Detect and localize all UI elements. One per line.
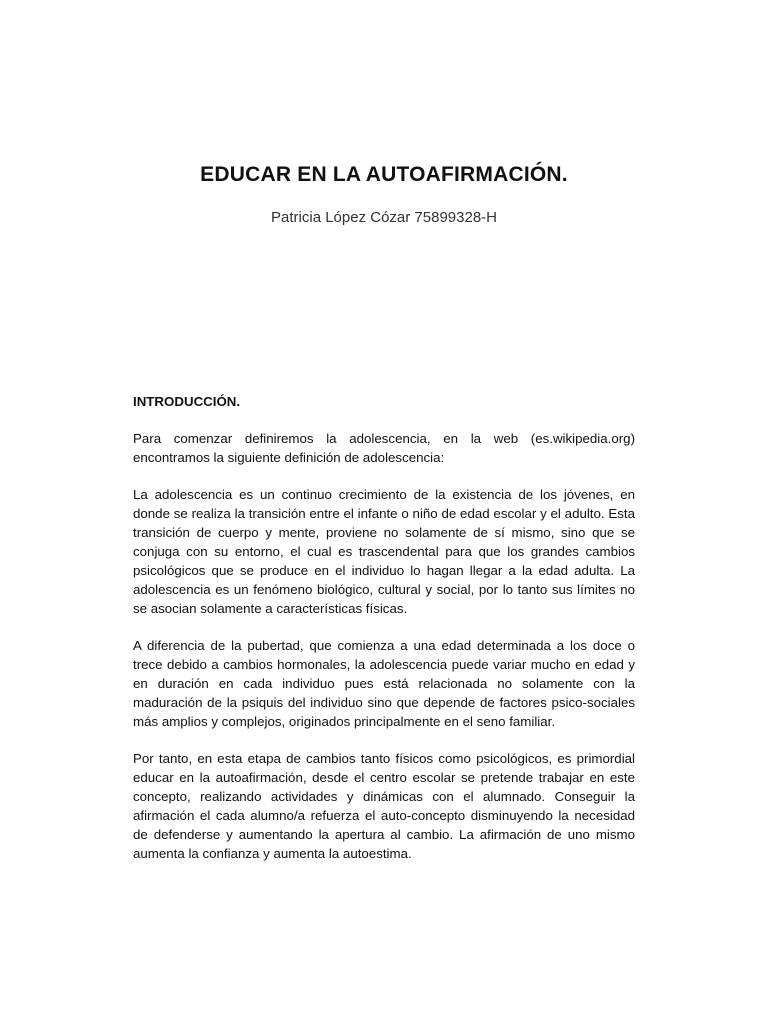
section-heading: INTRODUCCIÓN. bbox=[133, 394, 241, 409]
paragraph-2: La adolescencia es un continuo crecimiento de la existencia de los jóvenes, en donde se realiza la transición entre el infante o niño de edad escolar y el adulto. Esta transición de cuerpo y mente, proviene no solamente de sí mismo, sino que se conjuga con su entorno, el cual es trascendental para que los grandes cambios psicológicos que se produce en el individuo lo hagan llegar a la edad adulta. La adolescencia es un fenómeno biológico, cultural y social, por lo tanto sus límites no se asocian solamente a características físicas. bbox=[133, 487, 635, 616]
paragraph-1: Para comenzar definiremos la adolescencia, en la web (es.wikipedia.org) encontramos la siguiente definición de adolescencia: bbox=[133, 430, 635, 465]
document-author: Patricia López Cózar 75899328-H bbox=[271, 209, 497, 226]
paragraph-3: A diferencia de la pubertad, que comienza a una edad determinada a los doce o trece debido a cambios hormonales, la adolescencia puede variar mucho en edad y en duración en cada individuo pues está relacionada no solamente con la maduración de la psiquis del individuo sino que depende de factores psico-sociales más amplios y complejos, originados principalmente en el seno familiar. bbox=[133, 638, 635, 729]
paragraph-4: Por tanto, en esta etapa de cambios tanto físicos como psicológicos, es primordial educar en la autoafirmación, desde el centro escolar se pretende trabajar en este concepto, realizando actividades y dinámicas con el alumnado. Conseguir la afirmación el cada alumno/a refuerza el auto-concepto disminuyendo la necesidad de defenderse y aumentando la apertura al cambio. La afirmación de uno mismo aumenta la confianza y aumenta la autoestima. bbox=[133, 751, 635, 861]
document-title: EDUCAR EN LA AUTOAFIRMACIÓN. bbox=[200, 163, 568, 186]
document-body bbox=[133, 393, 635, 882]
